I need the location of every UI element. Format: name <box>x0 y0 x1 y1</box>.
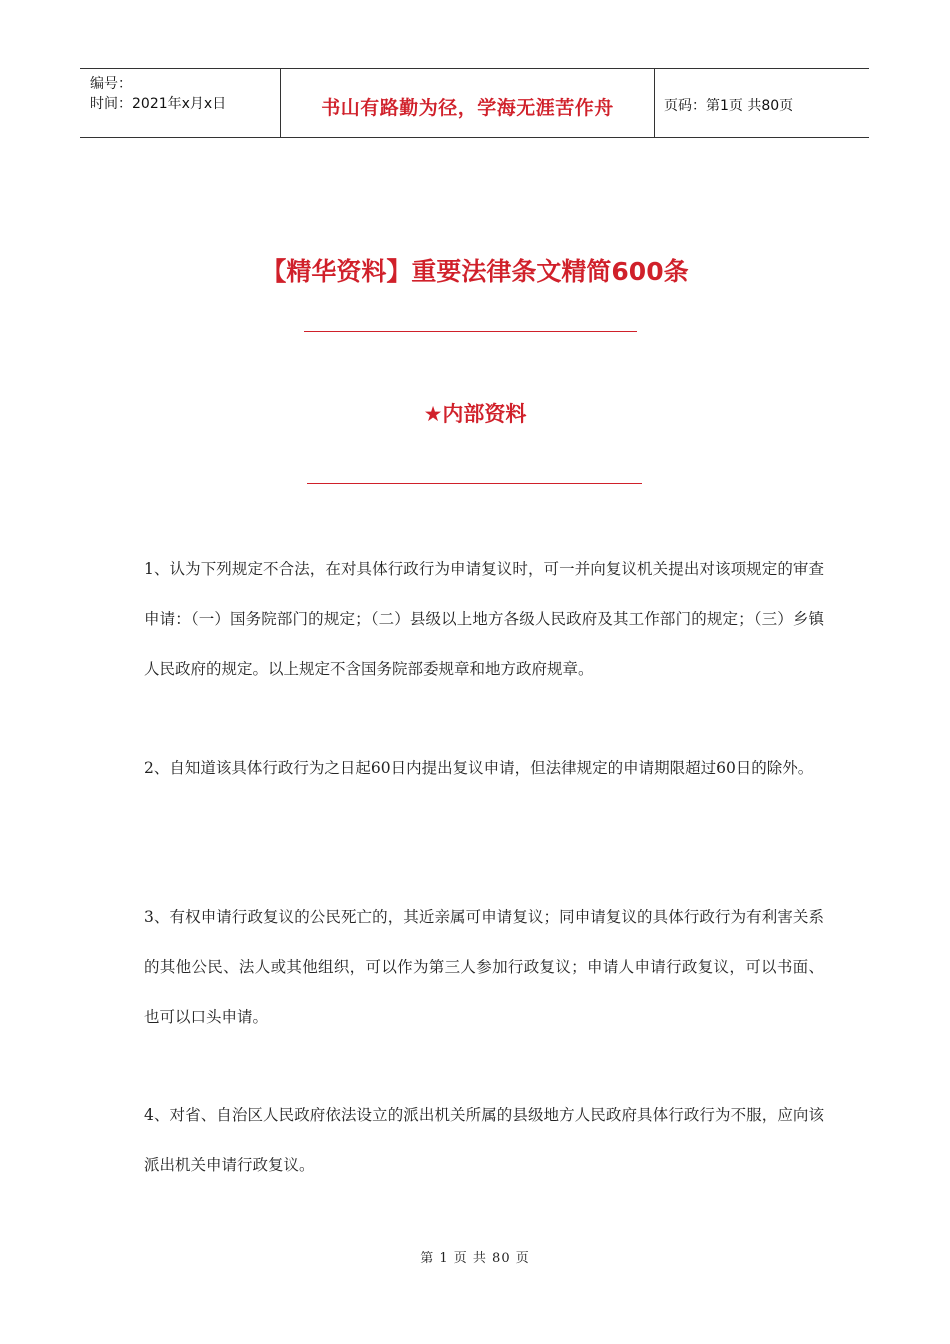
header-motto: 书山有路勤为径，学海无涯苦作舟 <box>321 97 614 119</box>
article-paragraph-2: 2、自知道该具体行政行为之日起60日内提出复议申请，但法律规定的申请期限超过60日的除外。 <box>144 759 814 777</box>
document-title: 【精华资料】重要法律条文精简600条 <box>261 257 689 286</box>
article-paragraph-3: 3、有权申请行政复议的公民死亡的，其近亲属可申请复议；同申请复议的具体行政行为有利害关系的其他公民、法人或其他组织，可以作为第三人参加行政复议；申请人申请行政复议，可以书面、也可以口头申请。 <box>144 908 824 1026</box>
document-code-label: 编号： <box>90 76 132 92</box>
header-page-cell <box>654 69 869 137</box>
document-time-label: 时间：2021年x月x日 <box>90 96 227 112</box>
title-divider <box>304 331 637 332</box>
header-motto-cell <box>280 69 655 137</box>
header-page-info: 页码：第1页 共80页 <box>664 98 794 114</box>
header-meta-cell <box>80 69 280 137</box>
header-table <box>80 68 869 138</box>
page-footer: 第 1 页 共 80 页 <box>420 1251 530 1266</box>
document-subtitle: ★内部资料 <box>423 402 527 426</box>
article-paragraph-1: 1、认为下列规定不合法，在对具体行政行为申请复议时，可一并向复议机关提出对该项规定的审查申请：（一）国务院部门的规定；（二）县级以上地方各级人民政府及其工作部门的规定；（三）乡镇人民政府的规定。以上规定不含国务院部委规章和地方政府规章。 <box>144 560 824 678</box>
article-paragraph-4: 4、对省、自治区人民政府依法设立的派出机关所属的县级地方人民政府具体行政行为不服，应向该派出机关申请行政复议。 <box>144 1106 824 1174</box>
subtitle-divider <box>307 483 642 484</box>
